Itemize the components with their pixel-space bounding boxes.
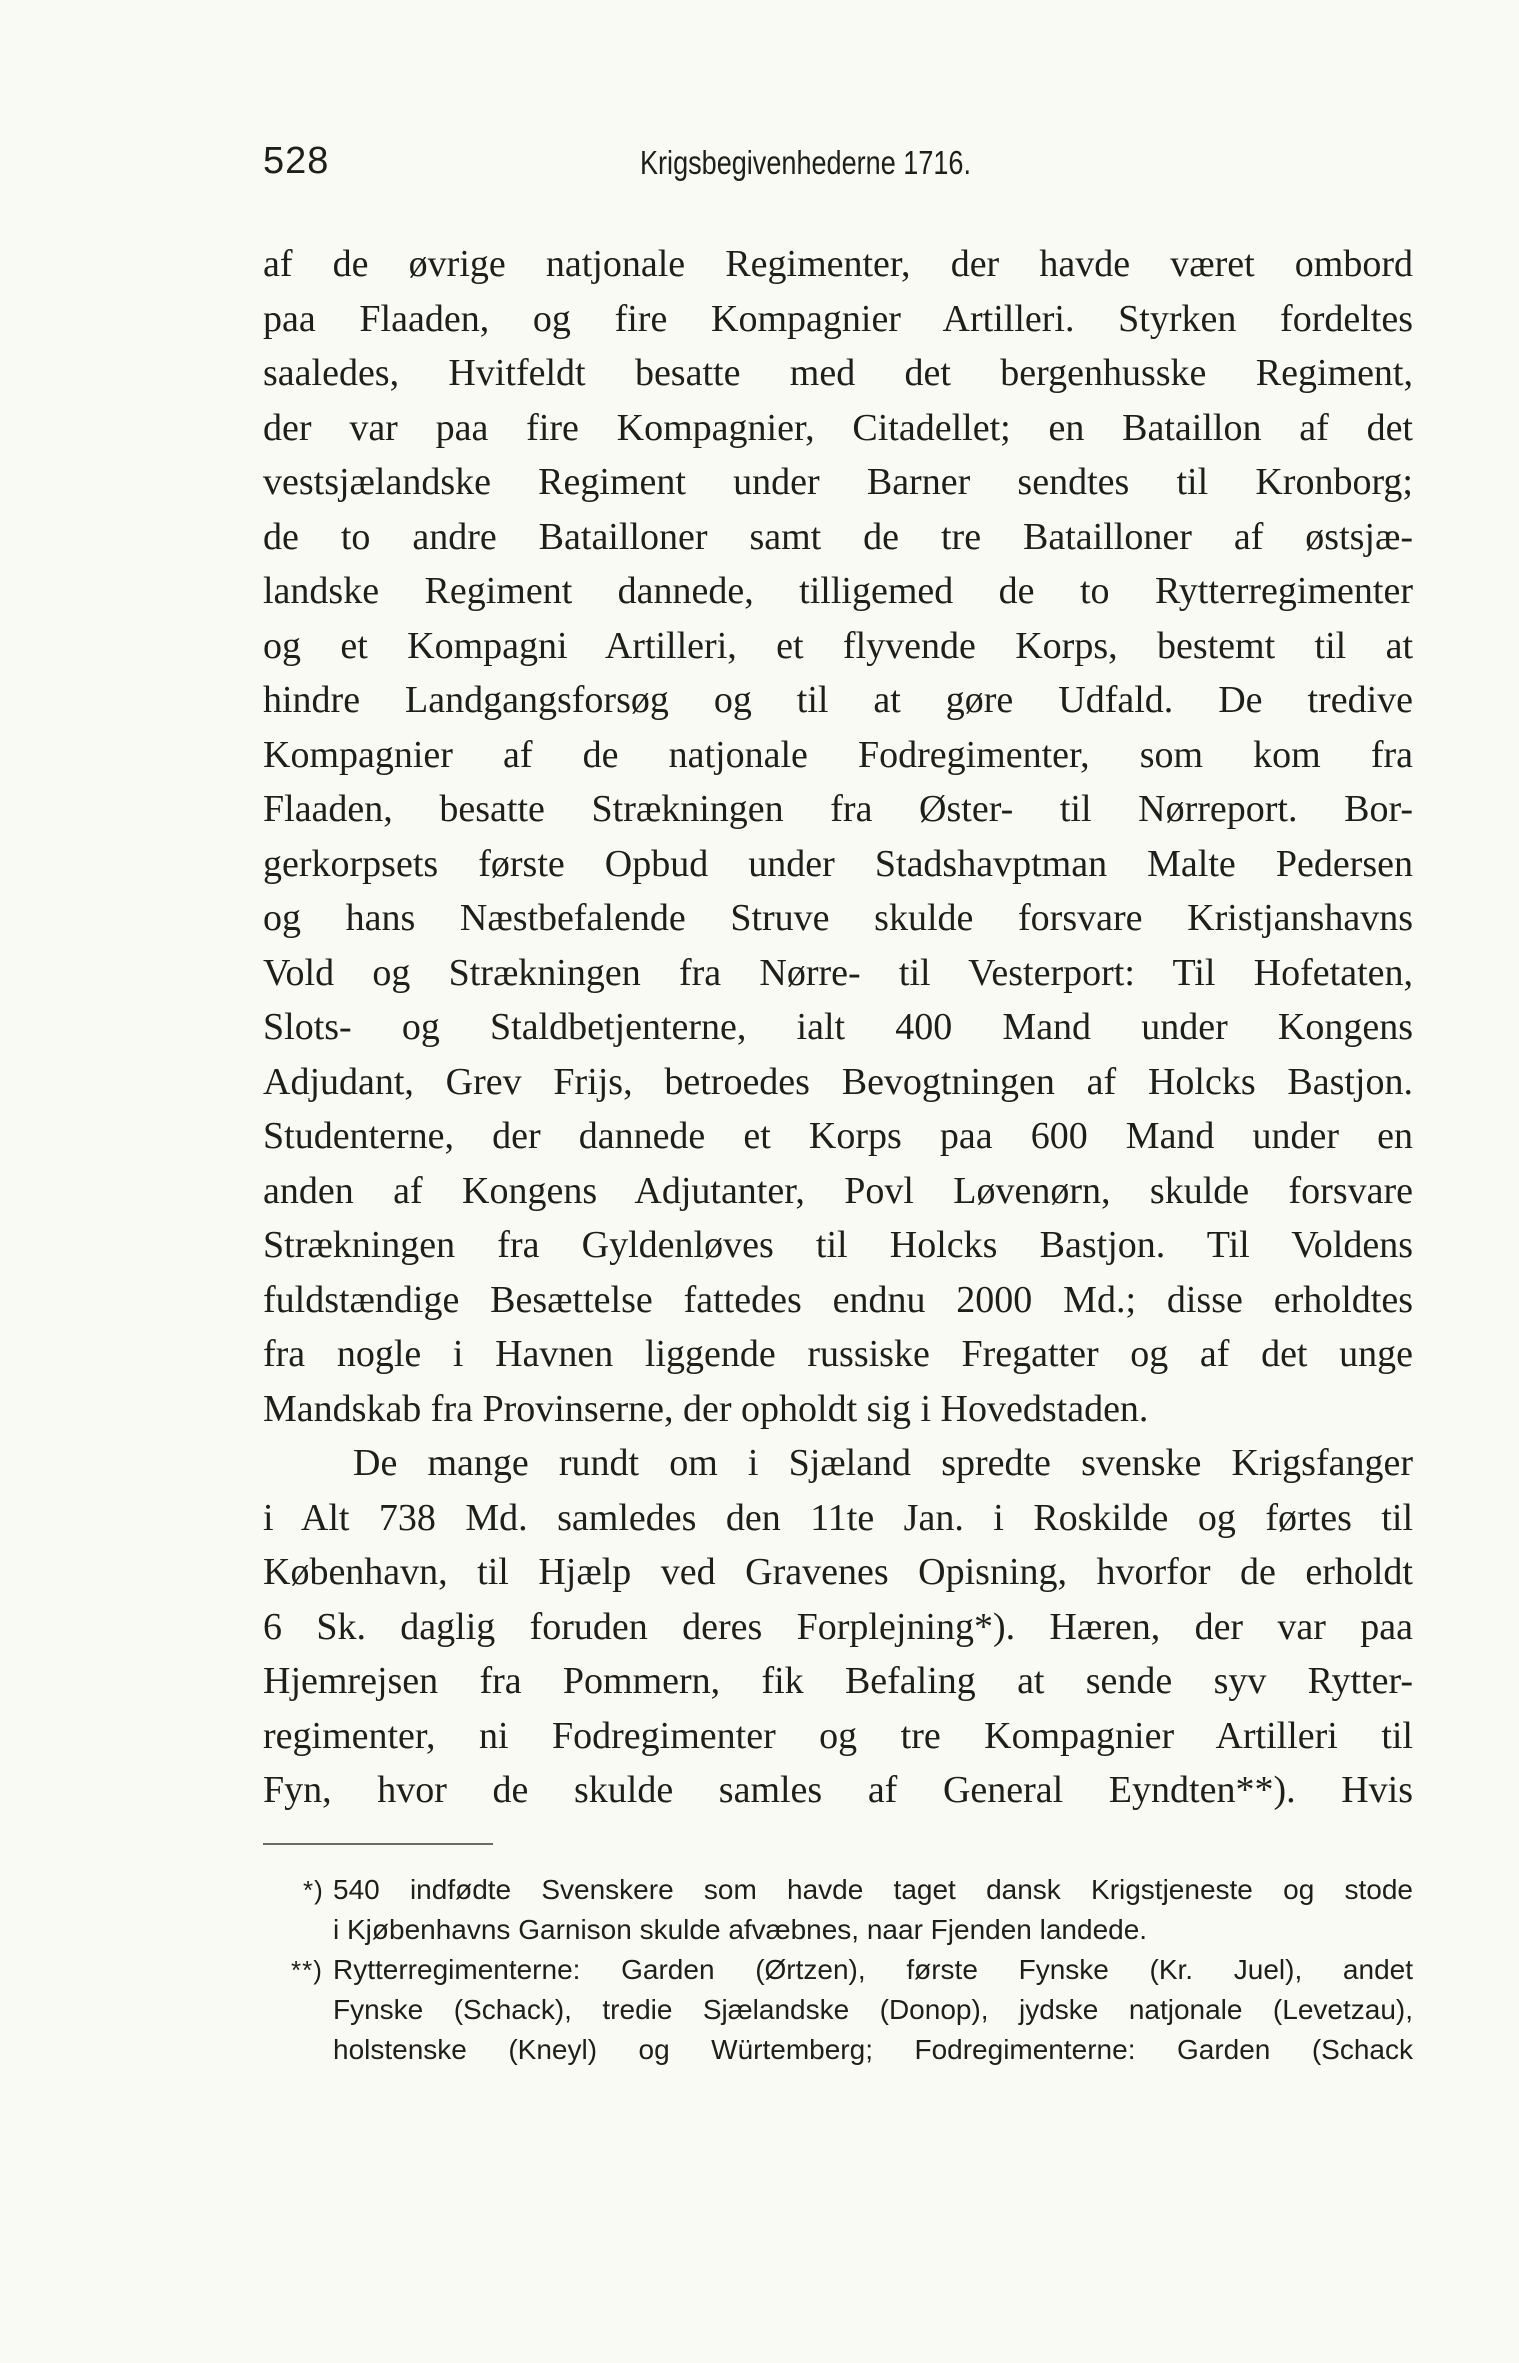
text-line: Slots- og Staldbetjenterne, ialt 400 Mand under Kongens [263, 1006, 1413, 1048]
page-number: 528 [263, 140, 330, 182]
text-line: Flaaden, besatte Strækningen fra Øster- til Nørreport. Bor- [263, 788, 1413, 830]
footnote-text: Fynske (Schack), tredie Sjælandske (Donop), jydske natjonale (Levetzau), [333, 1994, 1413, 2025]
page-header [263, 140, 1413, 200]
footnote-marker: **) [291, 1955, 323, 1985]
running-head: Krigsbegivenhederne 1716. [640, 144, 971, 181]
text-line: København, til Hjælp ved Gravenes Opisning, hvorfor de erholdt [263, 1551, 1413, 1593]
footnote-text: i Kjøbenhavns Garnison skulde afvæbnes, naar Fjenden landede. [333, 1914, 1148, 1945]
footnote-line [263, 1950, 1413, 1990]
text-line: der var paa fire Kompagnier, Citadellet; en Bataillon af det [263, 406, 1413, 449]
text-line: af de øvrige natjonale Regimenter, der havde været ombord [263, 243, 1413, 285]
text-line: og et Kompagni Artilleri, et flyvende Korps, bestemt til at [263, 624, 1413, 667]
text-line: landske Regiment dannede, tilligemed de to Rytterregimenter [263, 570, 1413, 612]
text-line: i Alt 738 Md. samledes den 11te Jan. i Roskilde og førtes til [263, 1496, 1413, 1539]
text-line: paa Flaaden, og fire Kompagnier Artilleri. Styrken fordeltes [263, 297, 1413, 340]
text-line: fra nogle i Havnen liggende russiske Fregatter og af det unge [263, 1333, 1413, 1375]
body-text [263, 237, 1413, 1818]
text-line: Mandskab fra Provinserne, der opholdt sig i Hovedstaden. [263, 1387, 1149, 1430]
footnote-divider [263, 1843, 493, 1845]
text-line: Hjemrejsen fra Pommern, fik Befaling at sende syv Rytter- [263, 1660, 1413, 1702]
footnote-marker: *) [303, 1875, 324, 1905]
text-line: gerkorpsets første Opbud under Stadshavptman Malte Pedersen [263, 842, 1413, 885]
footnotes [263, 1870, 1413, 2070]
footnote-text: 540 indfødte Svenskere som havde taget dansk Krigstjeneste og stode [333, 1874, 1413, 1905]
text-line: Fyn, hvor de skulde samles af General Eyndten**). Hvis [263, 1769, 1413, 1811]
text-line: vestsjælandske Regiment under Barner sendtes til Kronborg; [263, 461, 1413, 503]
footnote-line [263, 1870, 1413, 1910]
footnote-line [263, 1990, 1413, 2030]
text-line: De mange rundt om i Sjæland spredte svenske Krigsfanger [353, 1442, 1413, 1484]
text-line: de to andre Bataillоner samt de tre Bataillоner af østsjæ- [263, 515, 1413, 558]
text-line: Kompagnier af de natjonale Fodregimenter, som kom fra [263, 733, 1413, 776]
text-line: Vold og Strækningen fra Nørre- til Vesterport: Til Hofetaten, [263, 951, 1413, 994]
text-line: hindre Landgangsforsøg og til at gøre Udfald. De tredive [263, 679, 1413, 721]
text-line: fuldstændige Besættelse fattedes endnu 2000 Md.; disse erholdtes [263, 1278, 1413, 1321]
text-line: og hans Næstbefalende Struve skulde forsvare Kristjanshavns [263, 897, 1413, 939]
text-line: Studenterne, der dannede et Korps paa 600 Mand under en [263, 1115, 1413, 1157]
text-line: Adjudant, Grev Frijs, betroedes Bevogtningen af Holcks Bastjon. [263, 1060, 1413, 1103]
footnote-text: Rytterregimenterne: Garden (Ørtzen), første Fynske (Kr. Juel), andet [333, 1954, 1413, 1985]
footnote-text: holstenske (Kneyl) og Würtemberg; Fodregimenterne: Garden (Schack [333, 2034, 1413, 2065]
footnote-line [263, 2030, 1413, 2070]
footnote-line [263, 1910, 1413, 1950]
text-line: saaledes, Hvitfeldt besatte med det bergenhusske Regiment, [263, 352, 1413, 394]
text-line: Strækningen fra Gyldenløves til Holcks Bastjon. Til Voldens [263, 1224, 1413, 1266]
text-line: regimenter, ni Fodregimenter og tre Kompagnier Artilleri til [263, 1714, 1413, 1757]
text-line: anden af Kongens Adjutanter, Povl Løvenørn, skulde forsvare [263, 1169, 1413, 1212]
text-line: 6 Sk. daglig foruden deres Forplejning*). Hæren, der var paa [263, 1605, 1413, 1648]
